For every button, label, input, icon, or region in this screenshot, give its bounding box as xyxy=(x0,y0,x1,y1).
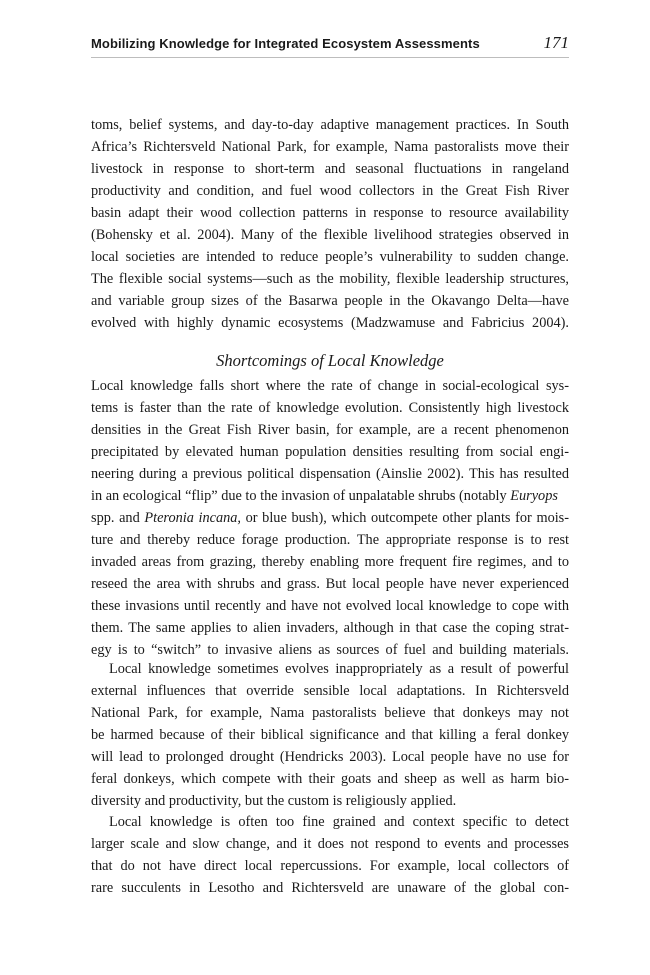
text-line: external influences that override sensible local adaptations. In Richtersveld xyxy=(91,683,569,699)
text-line xyxy=(91,485,569,507)
text-line: Local knowledge sometimes evolves inappropriately as a result of powerful xyxy=(109,661,569,677)
text-line: local societies are intended to reduce people’s vulnerability to sudden change. xyxy=(91,249,569,265)
text-line: basin adapt their wood collection patterns in response to resource availability xyxy=(91,205,569,221)
text-line: (Bohensky et al. 2004). Many of the flexible livelihood strategies observed in xyxy=(91,227,569,243)
text-line: evolved with highly dynamic ecosystems (Madzwamuse and Fabricius 2004). xyxy=(91,315,569,331)
text-line: toms, belief systems, and day-to-day adaptive management practices. In South xyxy=(91,117,569,133)
text-line: densities in the Great Fish River basin, for example, are a recent phenomenon xyxy=(91,422,569,438)
text-line: tems is faster than the rate of knowledge evolution. Consistently high livestock xyxy=(91,400,569,416)
paragraph xyxy=(91,811,569,899)
text-line: neering during a previous political dispensation (Ainslie 2002). This has resulted xyxy=(91,466,569,482)
text-line: egy is to “switch” to invasive aliens as sources of fuel and building materials. xyxy=(91,642,569,658)
text-segment: spp. and xyxy=(91,510,145,526)
text-line: larger scale and slow change, and it does not respond to events and processes xyxy=(91,836,569,852)
text-line: The flexible social systems—such as the mobility, flexible leadership structures, xyxy=(91,271,569,287)
text-line: will lead to prolonged drought (Hendricks 2003). Local people have no use for xyxy=(91,749,569,765)
paragraph-continuation xyxy=(91,114,569,334)
text-line: Local knowledge falls short where the rate of change in social-ecological sys- xyxy=(91,378,569,394)
text-line: livestock in response to short-term and seasonal fluctuations in rangeland xyxy=(91,161,569,177)
text-line: these invasions until recently and have not evolved local knowledge to cope with xyxy=(91,598,569,614)
section-heading: Shortcomings of Local Knowledge xyxy=(216,351,444,370)
page-number: 171 xyxy=(543,33,569,52)
paragraph xyxy=(91,375,569,661)
running-head xyxy=(91,33,569,58)
text-line: rare succulents in Lesotho and Richtersveld are unaware of the global con- xyxy=(91,880,569,896)
text-segment: or blue bush), which outcompete other plants for mois- xyxy=(241,510,570,526)
text-line: ture and thereby reduce forage production. The appropriate response is to rest xyxy=(91,532,569,548)
text-line xyxy=(91,507,569,529)
text-line: diversity and productivity, but the custom is religiously applied. xyxy=(91,793,457,809)
text-line: that do not have direct local repercussions. For example, local collectors of xyxy=(91,858,569,874)
text-line: be harmed because of their biblical significance and that killing a feral donkey xyxy=(91,727,569,743)
text-line: reseed the area with shrubs and grass. But local people have never experienced xyxy=(91,576,569,592)
species-name: Pteronia incana, xyxy=(144,510,241,526)
text-segment: in an ecological “flip” due to the invasion of unpalatable shrubs (notably xyxy=(91,488,507,504)
genus-name: Euryops xyxy=(510,488,558,504)
text-line: precipitated by elevated human population densities resulting from social engi- xyxy=(91,444,569,460)
text-line: and variable group sizes of the Basarwa people in the Okavango Delta—have xyxy=(91,293,569,309)
text-line: feral donkeys, which compete with their goats and sheep as well as harm bio- xyxy=(91,771,569,787)
text-line: Local knowledge is often too fine grained and context specific to detect xyxy=(109,814,569,830)
text-line: them. The same applies to alien invaders, although in that case the coping strat- xyxy=(91,620,569,636)
text-line: productivity and condition, and fuel wood collectors in the Great Fish River xyxy=(91,183,569,199)
paragraph xyxy=(91,658,569,812)
text-line: Africa’s Richtersveld National Park, for example, Nama pastoralists move their xyxy=(91,139,569,155)
running-title: Mobilizing Knowledge for Integrated Ecosystem Assessments xyxy=(91,36,480,51)
text-line: invaded areas from grazing, thereby enabling more frequent fire regimes, and to xyxy=(91,554,569,570)
text-line: National Park, for example, Nama pastoralists believe that donkeys may not xyxy=(91,705,569,721)
